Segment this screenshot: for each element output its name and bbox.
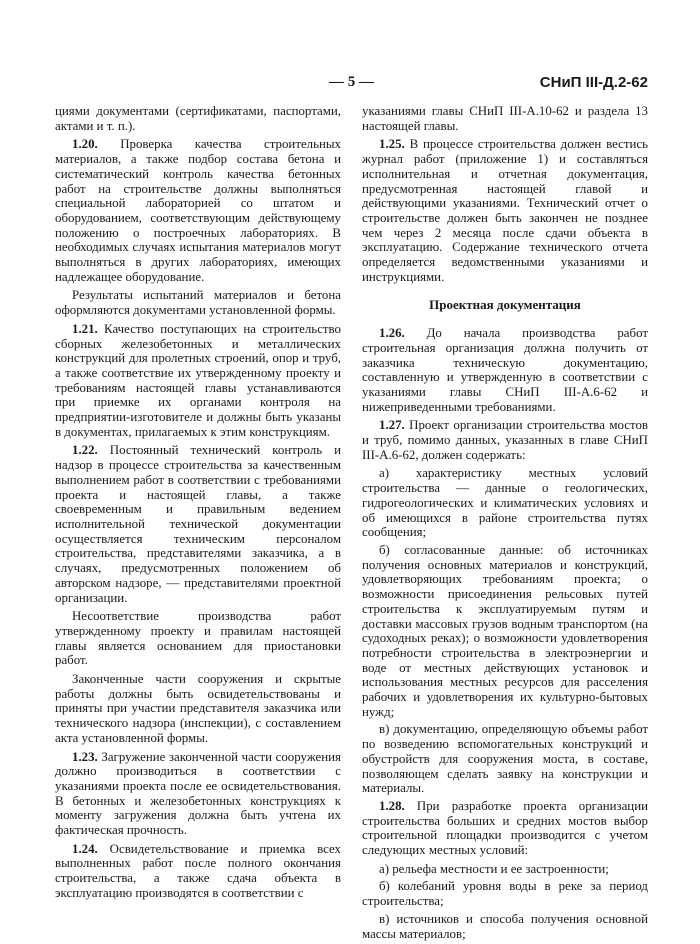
clause-number: 1.22. — [72, 443, 98, 458]
clause-number: 1.24. — [72, 841, 98, 856]
paragraph: Результаты испытаний материалов и бетона оформляются документами установленной формы. — [55, 288, 341, 318]
list-item: в) документацию, определяющую объемы работ по возведению вспомогательных конструкций и обустройств для сооружения моста, в составе, позволяющем сделать заявку на конструкции и материалы. — [362, 722, 648, 796]
list-item: а) характеристику местных условий строительства — данные о геологических, гидрогеологических и климатических условиях и об имеющихся в районе строительства путях сообщения; — [362, 466, 648, 540]
clause-1-22: 1.22. Постоянный технический контроль и надзор в процессе строительства за качественным выполнением работ в соответствии с требованиями проекта и настоящей главы, а также своевременным и правильным ведением исполнительной технической документации осуществляется техническим персоналом строительства, представителями заказчика, а в случаях, предусмотренных положением об авторском надзоре, — представителями проектной организации. — [55, 443, 341, 605]
paragraph: указаниями главы СНиП III-А.10-62 и раздела 13 настоящей главы. — [362, 104, 648, 133]
clause-1-28: 1.28. При разработке проекта организации строительства больших и средних мостов выбор строительной площадки производится с учетом следующих местных условий: — [362, 798, 648, 858]
paragraph: Законченные части сооружения и скрытые работы должны быть освидетельствованы и приняты при участии представителя заказчика или технического надзора (инспекции), с составлением акта установленной формы. — [55, 672, 341, 745]
clause-number: 1.28. — [379, 798, 405, 813]
document-code: СНиП III-Д.2-62 — [539, 74, 648, 91]
clause-1-20: 1.20. Проверка качества строительных материалов, а также подбор состава бетона и систематический контроль качества бетонных работ на строительстве должны выполняться специальной лабораторией со штатом и оборудованием, соответствующим действующему положению о построечных лабораториях. В необходимых случаях испытания материалов могут выполняться в других лабораториях, имеющих надлежащее оборудование. — [55, 137, 341, 284]
clause-number: 1.23. — [72, 749, 98, 764]
clause-1-25: 1.25. В процессе строительства должен вестись журнал работ (приложение 1) и составляться исполнительная и отчетная документация, предусмотренная настоящей главой и действующими указаниями. Технический отчет о строительстве должен быть закончен не позднее чем через 2 месяца после сдачи объекта в эксплуатацию. Содержание технического отчета определяется ведомственными указаниями и инструкциями. — [362, 137, 648, 284]
page-number: — 5 — — [329, 74, 374, 90]
clause-1-27: 1.27. Проект организации строительства мостов и труб, помимо данных, указанных в главе СНиП III-А.6-62, должен содержать: — [362, 418, 648, 462]
clause-number: 1.26. — [379, 326, 405, 341]
list-item: б) согласованные данные: об источниках получения основных материалов и конструкций, удовлетворяющих требованиям проекта; о возможности присоединения рельсовых путей строительства к эксплуатируемым путям и доставки массовых грузов водным транспортом (на судоходных реках); о возможности удовлетворения потребности строительства в электроэнергии и воде от местных действующих установок и использования местных ресурсов для расселения рабочих и удовлетворения их культурно-бытовых нужд; — [362, 542, 648, 719]
clause-number: 1.27. — [379, 418, 405, 433]
clause-number: 1.25. — [379, 137, 405, 152]
clause-1-21: 1.21. Качество поступающих на строительство сборных железобетонных и металлических конструкций для пролетных строений, опор и труб, а также соответствие их утвержденному проекту и требованиям настоящей главы устанавливаются при приемке их органами контроля на предприятии-изготовителе и должны быть указаны в документах, прилагаемых к этим конструкциям. — [55, 321, 341, 439]
clause-number: 1.20. — [72, 137, 98, 152]
clause-1-24: 1.24. Освидетельствование и приемка всех выполненных работ после полного окончания строительства, а также сдача объекта в эксплуатацию производятся в соответствии с — [55, 841, 341, 900]
page-header — [55, 74, 648, 96]
paragraph: Несоответствие производства работ утвержденному проекту и правилам настоящей главы является основанием для приостановки работ. — [55, 609, 341, 668]
left-column — [55, 104, 341, 905]
list-item: б) колебаний уровня воды в реке за период строительства; — [362, 879, 648, 909]
list-item: а) рельефа местности и ее застроенности; — [379, 861, 609, 876]
list-item: в) источников и способа получения основной массы материалов; — [362, 911, 648, 941]
paragraph: циями документами (сертификатами, паспортами, актами и т. п.). — [55, 104, 341, 133]
right-column — [362, 104, 648, 944]
clause-1-26: 1.26. До начала производства работ строительная организация должна получить от заказчика техническую документацию, составленную и утвержденную в соответствии с указаниями главы СНиП III-А.6-62 и нижеприведенными требованиями. — [362, 326, 648, 414]
clause-1-23: 1.23. Загружение законченной части сооружения должно производиться в соответствии с указаниями проекта после ее освидетельствования. В бетонных и железобетонных конструкциях к моменту загружения должна быть учтена их фактическая прочность. — [55, 749, 341, 838]
section-title: Проектная документация — [429, 297, 581, 313]
clause-number: 1.21. — [72, 321, 98, 336]
